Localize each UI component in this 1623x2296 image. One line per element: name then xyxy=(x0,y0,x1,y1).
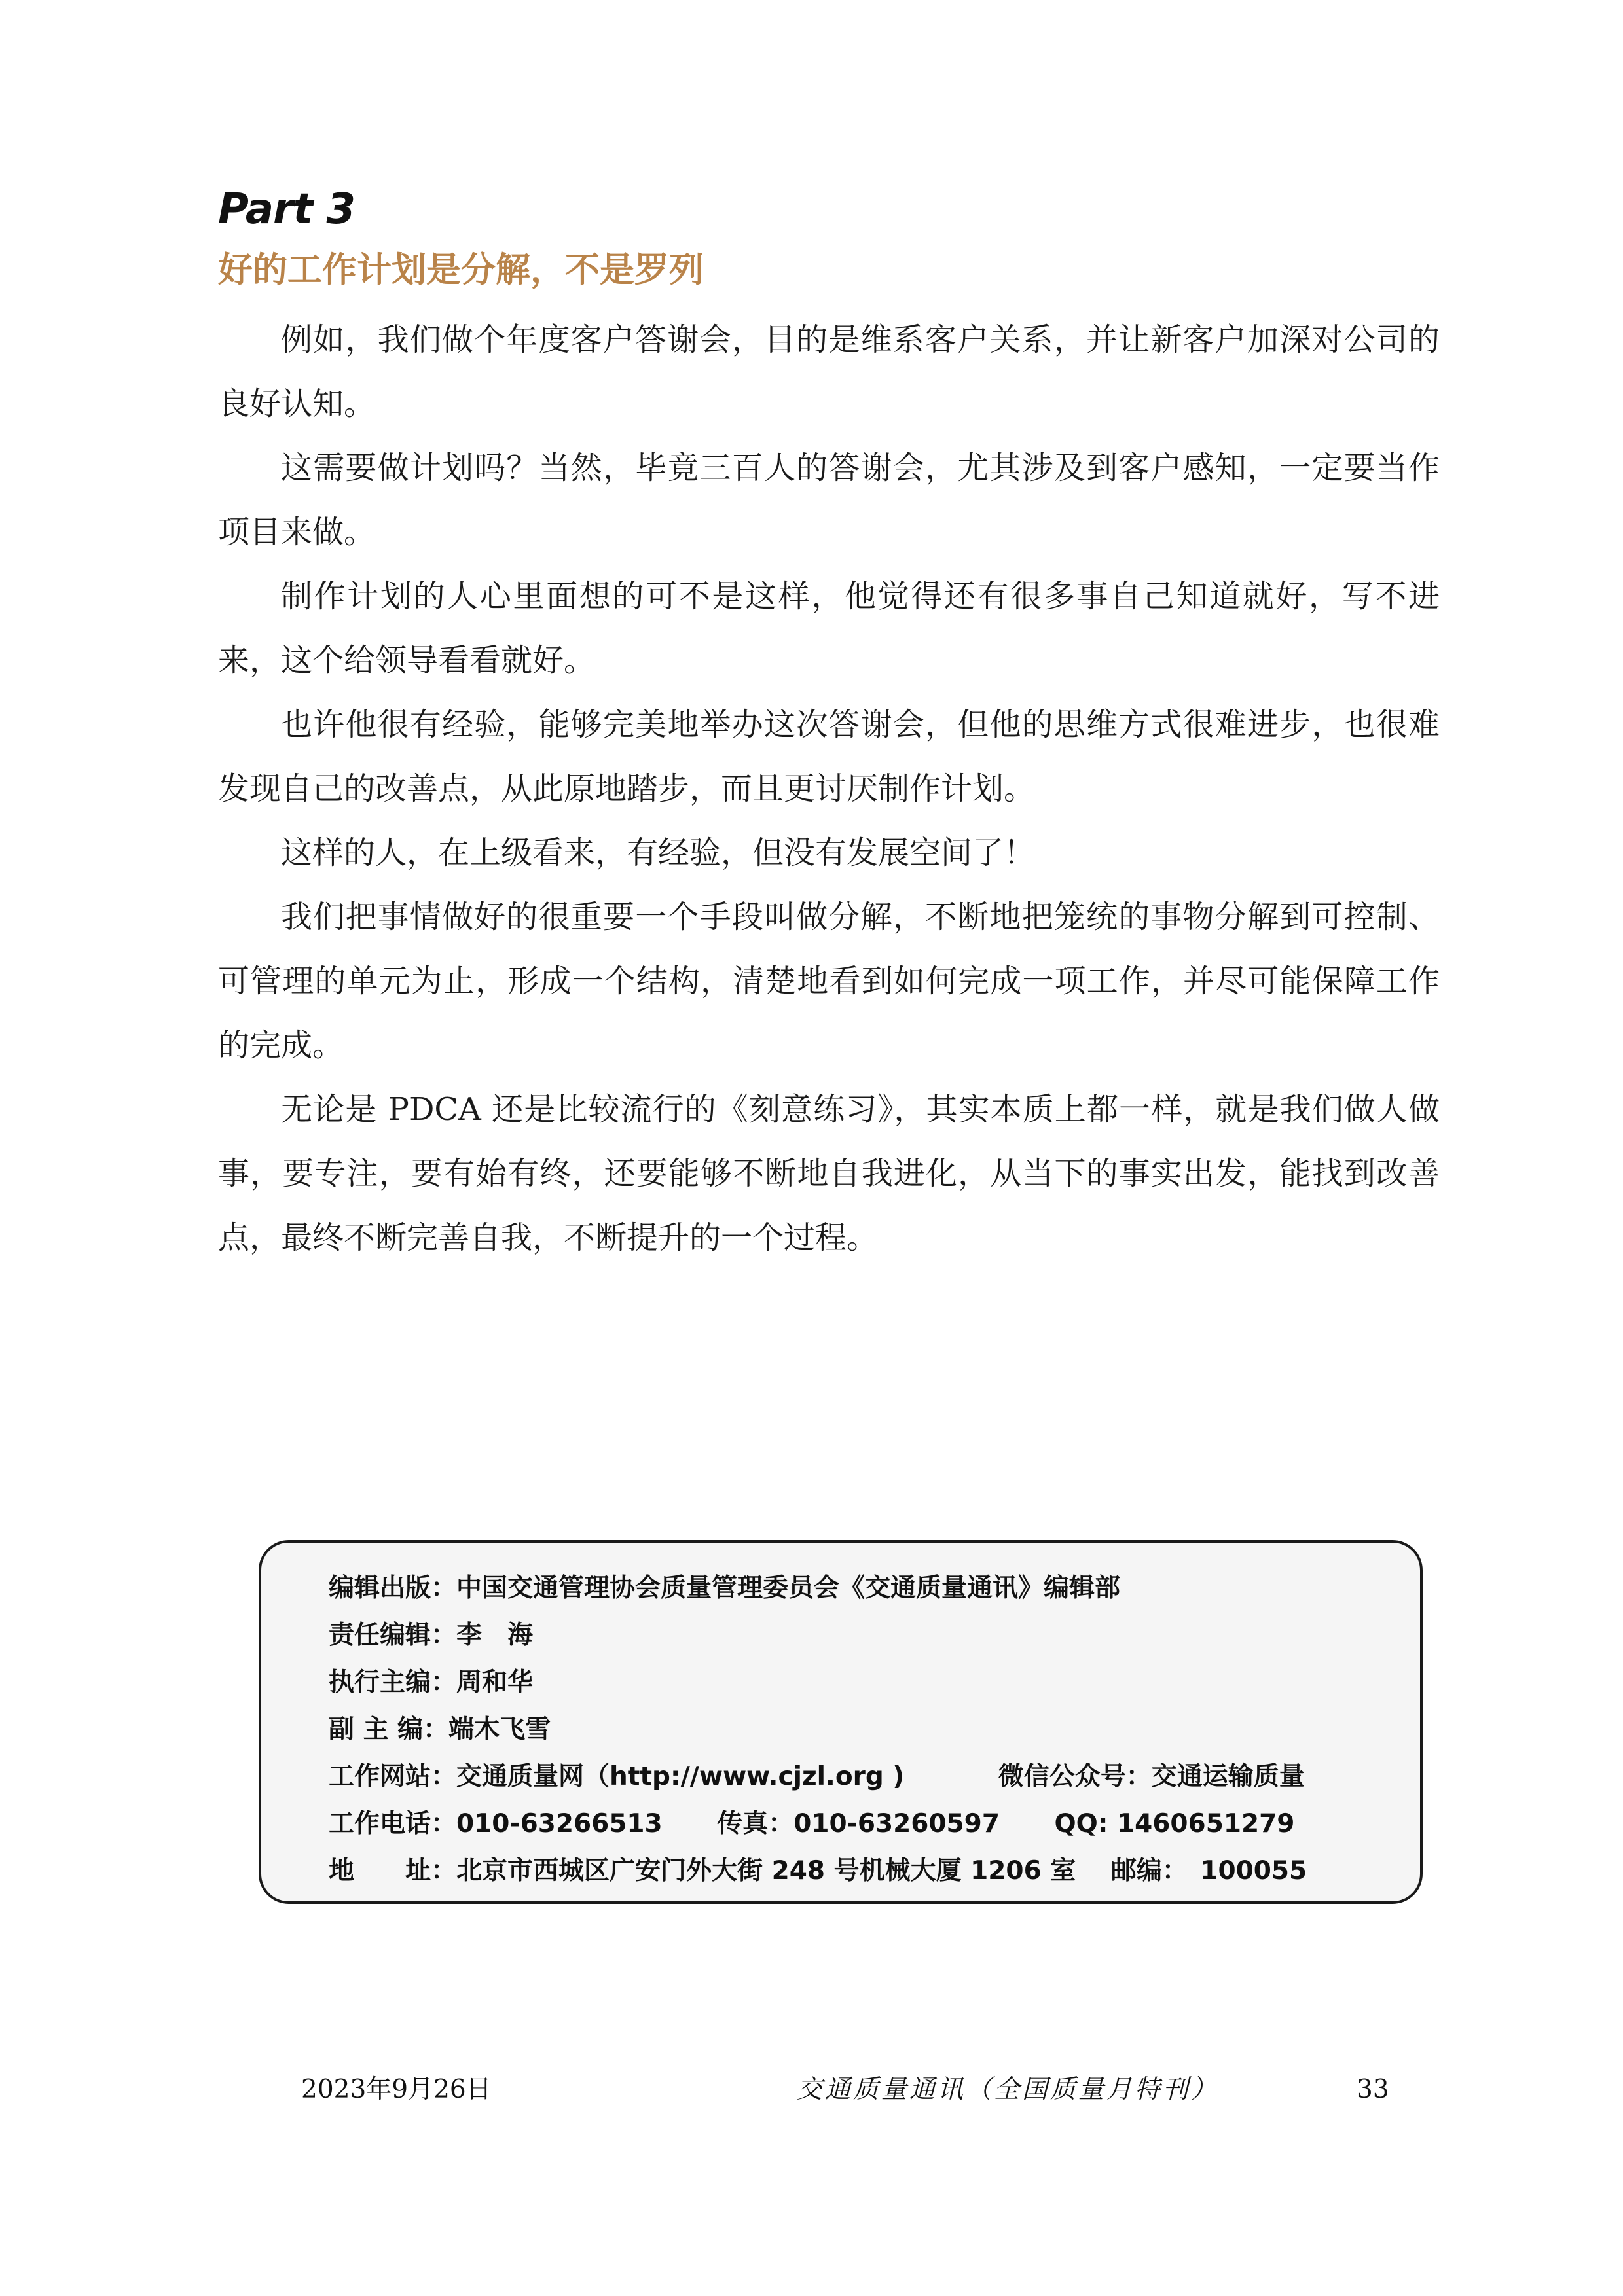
publisher-line: 编辑出版：中国交通管理协会质量管理委员会《交通质量通讯》编辑部 xyxy=(329,1573,1121,1603)
footer-date: 2023年9月26日 xyxy=(301,2075,492,2104)
masthead-box xyxy=(259,1540,1423,1904)
deputy-editor-line: 副 主 编：端木飞雪 xyxy=(329,1715,551,1744)
fax-number: 传真：010-63260597 xyxy=(717,1809,1000,1839)
contact-line xyxy=(329,1808,1294,1840)
article-body xyxy=(218,308,1440,1270)
editor-line: 责任编辑：李 海 xyxy=(329,1621,534,1650)
page-number: 33 xyxy=(1357,2075,1389,2104)
wechat-account: 微信公众号：交通运输质量 xyxy=(998,1762,1305,1791)
exec-editor-line: 执行主编：周和华 xyxy=(329,1668,534,1697)
address-line xyxy=(329,1855,1307,1888)
footer-publication: 交通质量通讯（全国质量月特刊） xyxy=(797,2075,1220,2104)
address-text: 北京市西城区广安门外大街 248 号机械大厦 1206 室 xyxy=(456,1856,1076,1886)
section-subtitle: 好的工作计划是分解，不是罗列 xyxy=(218,250,704,290)
paragraph: 例如，我们做个年度客户答谢会，目的是维系客户关系，并让新客户加深对公司的良好认知。 xyxy=(218,321,1440,422)
paragraph: 也许他很有经验，能够完美地举办这次答谢会，但他的思维方式很难进步，也很难发现自己的改善点，从此原地踏步，而且更讨厌制作计划。 xyxy=(218,706,1440,807)
website-line xyxy=(329,1761,1305,1793)
paragraph: 这样的人，在上级看来，有经验，但没有发展空间了！ xyxy=(281,834,1036,871)
paragraph: 这需要做计划吗？当然，毕竟三百人的答谢会，尤其涉及到客户感知，一定要当作项目来做。 xyxy=(218,450,1440,550)
paragraph: 制作计划的人心里面想的可不是这样，他觉得还有很多事自己知道就好，写不进来，这个给领导看看就好。 xyxy=(218,578,1440,679)
address-label: 地 址： xyxy=(329,1856,457,1886)
postcode: 邮编： 100055 xyxy=(1110,1856,1307,1886)
phone-number: 工作电话：010-63266513 xyxy=(329,1809,663,1839)
paragraph: 我们把事情做好的很重要一个手段叫做分解，不断地把笼统的事物分解到可控制、可管理的单元为止，形成一个结构，清楚地看到如何完成一项工作，并尽可能保障工作的完成。 xyxy=(218,899,1440,1064)
paragraph: 无论是 PDCA 还是比较流行的《刻意练习》，其实本质上都一样，就是我们做人做事，要专注，要有始有终，还要能够不断地自我进化，从当下的事实出发，能找到改善点，最终不断完善自我，不断提升的一个过程。 xyxy=(218,1091,1440,1256)
qq-number: QQ: 1460651279 xyxy=(1054,1809,1295,1839)
part-heading: Part 3 xyxy=(218,185,355,234)
website-link[interactable]: 工作网站：交通质量网（http://www.cjzl.org ) xyxy=(329,1762,905,1791)
